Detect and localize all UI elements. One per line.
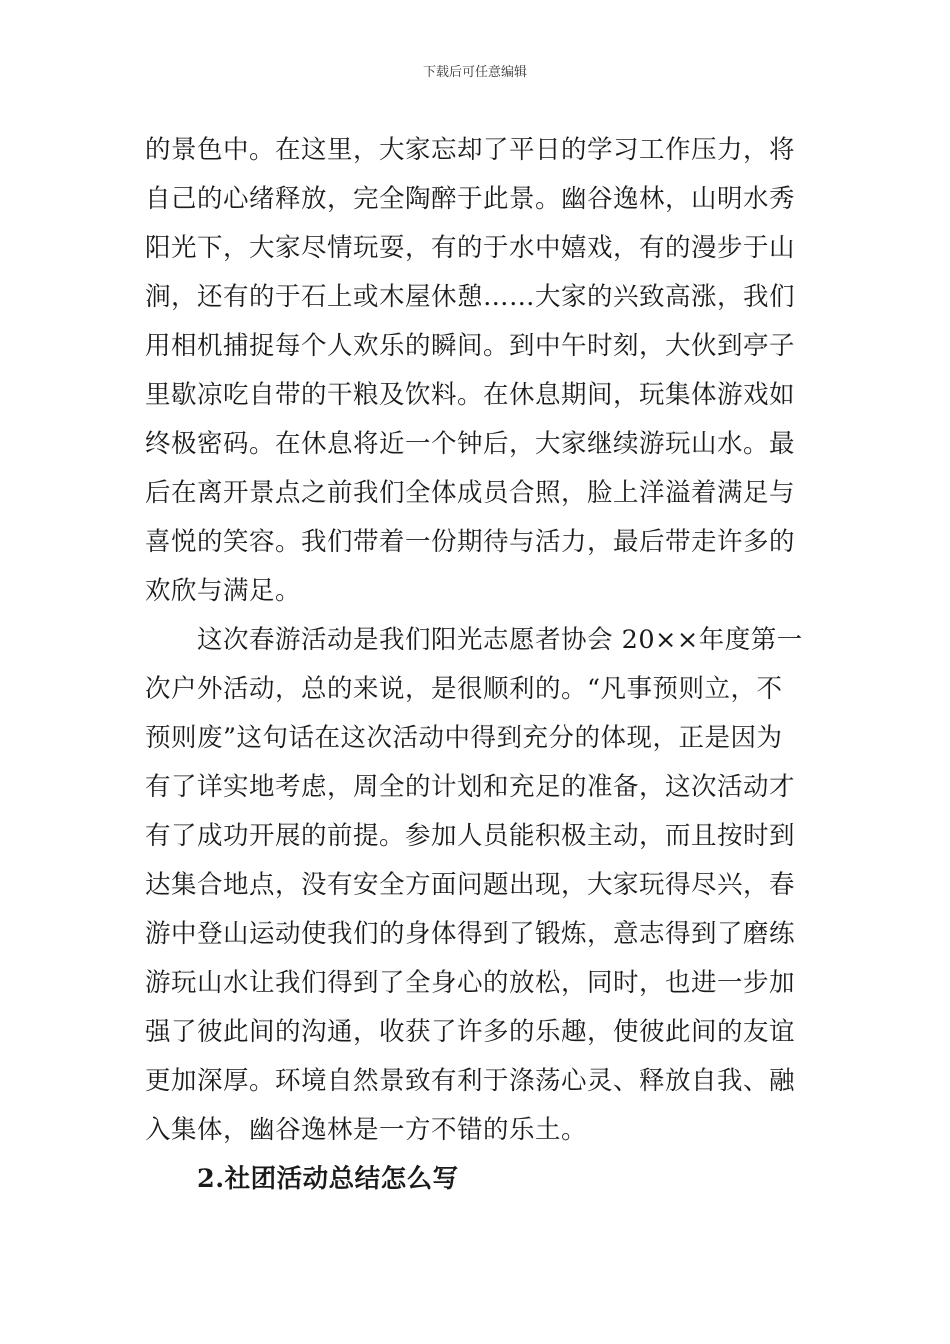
text-line: 的景色中。在这里，大家忘却了平日的学习工作压力，将	[145, 135, 796, 165]
text-line: 涧，还有的于石上或木屋休憩……大家的兴致高涨，我们	[145, 282, 796, 312]
text-line: 更加深厚。环境自然景致有利于涤荡心灵、释放自我、融	[145, 1066, 796, 1096]
text-line: 这次春游活动是我们阳光志愿者协会 20××年度第一	[197, 625, 803, 655]
text-line: 有了详实地考虑，周全的计划和充足的准备，这次活动才	[145, 772, 796, 802]
text-line: 阳光下，大家尽情玩耍，有的于水中嬉戏，有的漫步于山	[145, 233, 796, 263]
paragraph-2	[145, 616, 807, 1155]
paragraph-1	[145, 126, 807, 616]
text-line: 欢欣与满足。	[145, 576, 302, 606]
text-line: 后在离开景点之前我们全体成员合照，脸上洋溢着满足与	[145, 478, 796, 508]
text-line: 有了成功开展的前提。参加人员能积极主动，而且按时到	[145, 821, 796, 851]
text-line: 达集合地点，没有安全方面问题出现，大家玩得尽兴，春	[145, 870, 796, 900]
text-line: 喜悦的笑容。我们带着一份期待与活力，最后带走许多的	[145, 527, 796, 557]
section-heading: 2.社团活动总结怎么写	[197, 1164, 459, 1194]
text-line: 游中登山运动使我们的身体得到了锻炼，意志得到了磨练	[145, 919, 796, 949]
text-line: 自己的心绪释放，完全陶醉于此景。幽谷逸林，山明水秀	[145, 184, 796, 214]
text-line: 用相机捕捉每个人欢乐的瞬间。到中午时刻，大伙到亭子	[145, 331, 796, 361]
text-line: 强了彼此间的沟通，收获了许多的乐趣，使彼此间的友谊	[145, 1017, 796, 1047]
document-body	[145, 126, 807, 1204]
text-line: 入集体，幽谷逸林是一方不错的乐土。	[145, 1115, 588, 1145]
text-line: 里歇凉吃自带的干粮及饮料。在休息期间，玩集体游戏如	[145, 380, 796, 410]
text-line: 终极密码。在休息将近一个钟后，大家继续游玩山水。最	[145, 429, 796, 459]
text-line: 次户外活动，总的来说，是很顺利的。“凡事预则立，不	[145, 674, 783, 704]
text-line: 游玩山水让我们得到了全身心的放松，同时，也进一步加	[145, 968, 796, 998]
page-header: 下载后可任意编辑	[422, 65, 527, 80]
text-line: 预则废”这句话在这次活动中得到充分的体现，正是因为	[145, 723, 783, 753]
